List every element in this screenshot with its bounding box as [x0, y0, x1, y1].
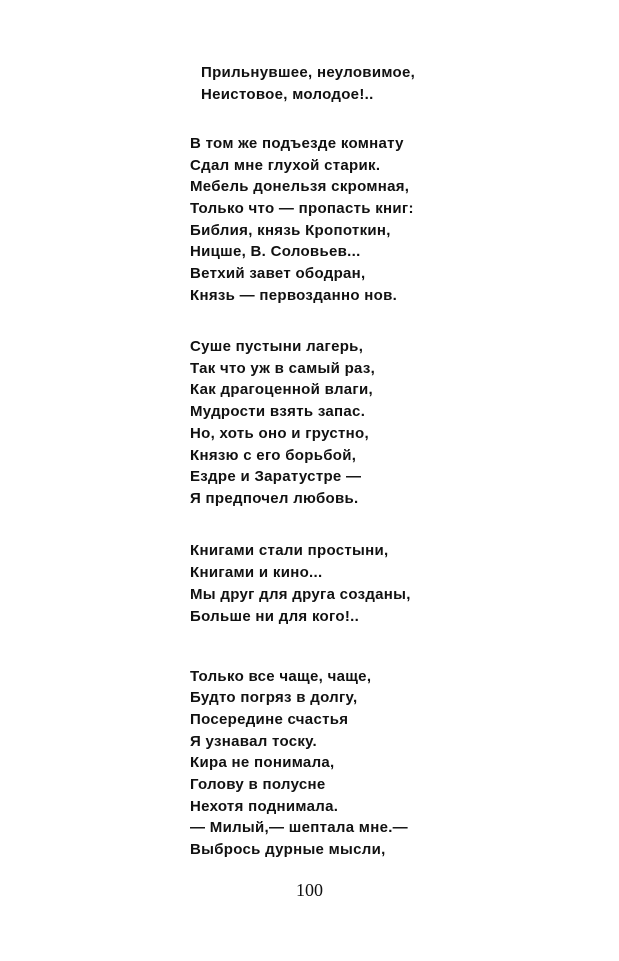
poem-line: Суше пустыни лагерь, [190, 338, 364, 355]
poem-line: Больше ни для кого!.. [190, 608, 360, 625]
poem-line: Мебель донельзя скромная, [190, 178, 410, 195]
poem-line: Мы друг для друга созданы, [190, 586, 411, 603]
poem-line: Неистовое, молодое!.. [201, 86, 374, 103]
poem-line: — Милый,— шептала мне.— [190, 819, 408, 836]
poem-line: Ницше, В. Соловьев... [190, 243, 361, 260]
poem-line: Книгами и кино... [190, 564, 323, 581]
poem-line: Посередине счастья [190, 711, 349, 728]
poem-line: Только что — пропасть книг: [190, 200, 414, 217]
poem-line: Только все чаще, чаще, [190, 668, 372, 685]
poem-line: В том же подъезде комнату [190, 135, 404, 152]
poem-line: Голову в полусне [190, 776, 326, 793]
page-number: 100 [296, 880, 323, 900]
poem-line: Будто погряз в долгу, [190, 689, 358, 706]
poem-line: Ветхий завет ободран, [190, 265, 366, 282]
poem-line: Прильнувшее, неуловимое, [201, 64, 416, 81]
poem-line: Князю с его борьбой, [190, 447, 357, 464]
poem-line: Как драгоценной влаги, [190, 381, 373, 398]
poem-line: Князь — первозданно нов. [190, 287, 398, 304]
poem-line: Нехотя поднимала. [190, 798, 339, 815]
poem-line: Кира не понимала, [190, 754, 335, 771]
poem-line: Но, хоть оно и грустно, [190, 425, 369, 442]
poem-line: Я узнавал тоску. [190, 733, 317, 750]
poem-line: Я предпочел любовь. [190, 490, 359, 507]
poem-line: Библия, князь Кропоткин, [190, 222, 391, 239]
poem-line: Мудрости взять запас. [190, 403, 366, 420]
poem-line: Сдал мне глухой старик. [190, 157, 381, 174]
poem-line: Выбрось дурные мысли, [190, 841, 386, 858]
poem-line: Ездре и Заратустре — [190, 468, 362, 485]
poem-line: Книгами стали простыни, [190, 542, 389, 559]
poem-line: Так что уж в самый раз, [190, 360, 376, 377]
